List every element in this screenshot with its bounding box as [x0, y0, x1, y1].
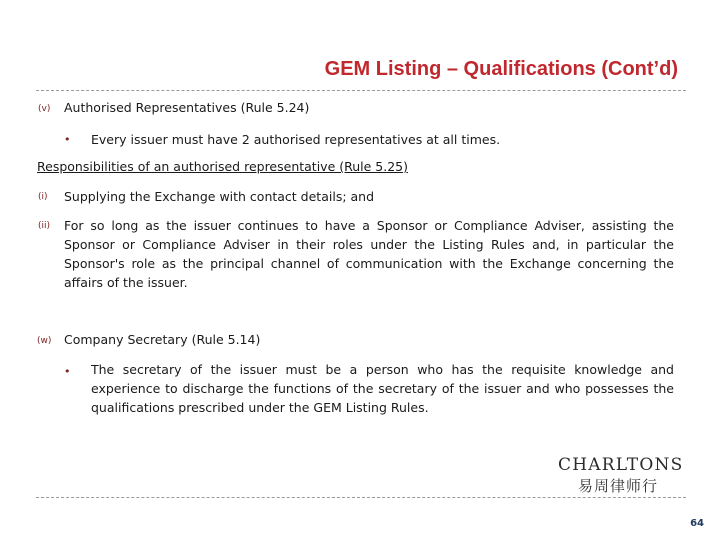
responsibility-ii-marker: (ii)	[38, 221, 51, 231]
responsibility-ii-text: For so long as the issuer continues to have a Sponsor or Compliance Adviser, assisting the Sponsor or Compliance Adviser in their roles under the Listing Rules and, in particular the Sponsor's role as the principal channel of communication with the Exchange concerning the affairs of the issuer.	[64, 218, 674, 290]
charltons-logo	[558, 455, 682, 499]
section-v-marker: (v)	[38, 104, 51, 114]
responsibility-i-marker: (i)	[38, 192, 48, 202]
section-w-heading: Company Secretary (Rule 5.14)	[64, 332, 261, 347]
logo-english-name: CHARLTONS	[558, 455, 684, 475]
responsibility-i-text: Supplying the Exchange with contact details; and	[64, 189, 375, 204]
slide-title: GEM Listing – Qualifications (Cont’d)	[324, 58, 678, 80]
section-v-bullet-text: Every issuer must have 2 authorised representatives at all times.	[91, 132, 501, 147]
responsibilities-heading: Responsibilities of an authorised representative (Rule 5.25)	[37, 159, 409, 174]
section-w-marker: (w)	[37, 336, 52, 346]
bullet-icon: •	[64, 133, 71, 146]
bottom-divider	[36, 497, 686, 498]
logo-chinese-name: 易周律师行	[578, 477, 659, 495]
section-w-bullet-text: The secretary of the issuer must be a person who has the requisite knowledge and experience to discharge the functions of the secretary of the issuer and who possesses the qualifications prescribed under the GEM Listing Rules.	[91, 362, 674, 415]
section-v-heading: Authorised Representatives (Rule 5.24)	[64, 100, 310, 115]
top-divider	[36, 90, 686, 91]
bullet-icon: •	[64, 365, 71, 378]
page-number: 64	[690, 518, 704, 529]
